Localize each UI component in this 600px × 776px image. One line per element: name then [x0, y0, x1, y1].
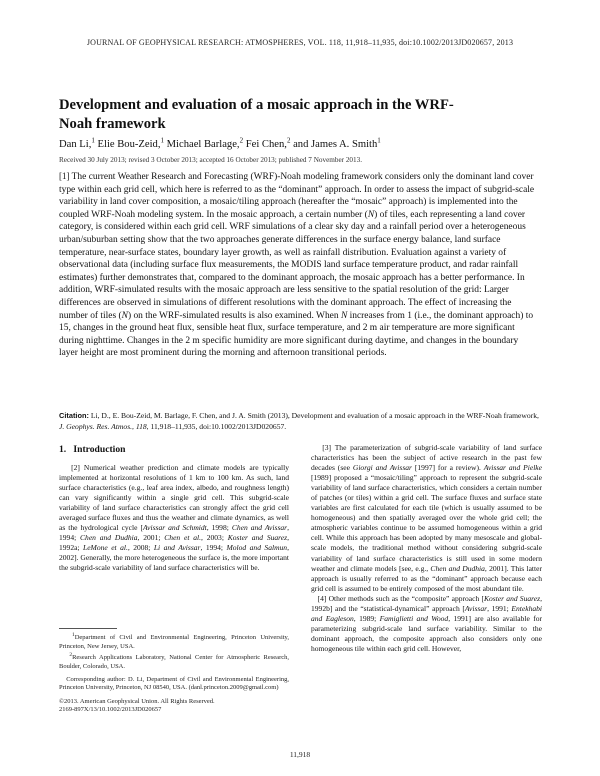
citation-journal: J. Geophys. Res. Atmos., 118,: [59, 422, 149, 431]
author-name: Elie Bou-Zeid,: [94, 139, 161, 150]
publication-dates: Received 30 July 2013; revised 3 October 2013; accepted 16 October 2013; published 7 November 2013.: [59, 156, 362, 164]
paragraph-marker: [4]: [317, 593, 327, 603]
paragraph-marker: [2]: [71, 463, 80, 472]
citation-label: Citation:: [59, 411, 89, 420]
author-list: [59, 136, 559, 150]
reference: Avissar and Pielke: [483, 463, 542, 473]
page-number: 11,918: [289, 750, 311, 759]
body-text: , 1989;: [353, 613, 380, 623]
reference: Li and Avissar: [153, 543, 201, 553]
affiliation-marker: 1: [377, 136, 381, 145]
body-text: , 2008;: [127, 543, 154, 553]
variable-n: N: [340, 310, 348, 321]
paragraph-marker: [3]: [322, 443, 332, 452]
body-paragraph: [311, 594, 542, 654]
right-column: [311, 443, 542, 654]
body-text: , 2003;: [201, 533, 228, 543]
abstract-text: ) on the WRF-simulated results is also examined. When: [127, 310, 341, 321]
copyright-text: ©2013. American Geophysical Union. All Rights Reserved.: [59, 697, 215, 705]
section-heading: [59, 444, 125, 455]
body-text: [1997] for a review).: [411, 463, 484, 473]
body-paragraph: [311, 443, 542, 594]
body-text: Numerical weather prediction and climate models are typically implemented at horizontal resolutions of 1 km to 100 km. As such, land surface characteristics (e.g., leaf area index, albedo, and roughness length) can vary significantly within a single grid cell. This subgrid-scale variability of land surface characteristics can strongly affect the grid cell averaged surface fluxes and thus the weather and climate dynamics, as well as the hydrological cycle [: [59, 463, 289, 533]
section-number: 1.: [59, 444, 67, 455]
affiliation-marker: 2: [286, 136, 291, 145]
footnote-divider: [59, 628, 117, 629]
body-text: , 1991;: [487, 603, 512, 613]
body-text: , 2001]. This latter approach is usually referred to as the “dominant” approach because each grid cell is assumed to be entirely composed of the most abundant tile.: [311, 563, 542, 593]
variable-n: N: [367, 209, 375, 220]
issn-text: 2169-897X/13/10.1002/2013JD020657: [59, 706, 162, 714]
reference: Entekhabi and Eagleson: [311, 603, 542, 623]
abstract-text: The current Weather Research and Forecasting (WRF)-Noah modeling framework considers only the dominant land cover type within each grid cell, which here is referred to as the “dominant” approach. In order to assess the impact of subgrid-scale variability in land cover composition, a mosaic/tiling approach (hereafter the “mosaic” approach) is implemented into the coupled WRF-Noah modeling system. In the mosaic approach, a certain number (: [59, 172, 535, 220]
body-paragraph: [59, 463, 289, 574]
body-text: , 1991] are also available for parameterizing subgrid-scale land surface variability. Similar to the dominant approach, the composite approach also considers only one homogeneous tile within each grid cell. However,: [311, 613, 542, 653]
reference: LeMone et al.: [83, 543, 128, 553]
reference: Koster and Suarez: [483, 593, 541, 603]
body-text: , 2002]. Generally, the more heterogeneous the surface is, the more important the subgrid-scale variability of land surface characteristics will be.: [59, 543, 289, 573]
body-text: [1989] proposed a “mosaic/tiling” approach to represent the subgrid-scale variability of land surface characteristics, which considers a certain number of patches (or tiles) within a grid cell. The surface fluxes and surface state variables are first calculated for each tile (which is usually assumed to be homogeneous) and then spatially averaged over the whole grid cell; the atmospheric variables continue to be assumed homogeneous within a grid cell. While this approach has been adopted by many mesoscale and global-scale models, the traditional method without considering subgrid-scale variability of land surface characteristics is still used in some modern weather and climate models [see, e.g.,: [311, 473, 542, 573]
abstract-text: increases from 1 (i.e., the dominant approach) to 15, changes in the ground heat flux, sensible heat flux, surface temperature, and 2 m air temperature are more significant during nighttime. Changes in the 2 m specific humidity are more significant during daytime, and changes in the boundary layer height are most prominent during the morning and afternoon transitional periods.: [59, 310, 534, 359]
footnote-text: Research Applications Laboratory, National Center for Atmospheric Research, Boulder, Colorado, USA.: [59, 654, 289, 670]
reference: Chen et al.: [164, 533, 202, 543]
abstract-text: ) of tiles, each representing a land cover category, is considered within each grid cell. WRF simulations of a clear sky day and a rainfall period over a heterogeneous urban/suburban setting show that the two approaches generate differences in the surface energy balance, land surface temperature, near-surface states, boundary layer growth, as well as rainfall distribution. Evaluation against a variety of observational data (including surface flux measurements, the MODIS land surface temperature product, and radar rainfall estimates) further demonstrates that, compared to the dominant approach, the mosaic approach has a better performance. In addition, WRF-simulated results with the mosaic approach are less sensitive to the spatial resolution of the grid: Larger differences are observed in simulations of different resolutions with the dominant approach. The effect of increasing the number of tiles (: [59, 209, 526, 321]
paper-title: Development and evaluation of a mosaic approach in the WRF-Noah framework: [59, 97, 454, 132]
citation-text: Li, D., E. Bou-Zeid, M. Barlage, F. Chen, and J. A. Smith (2013), Development and evaluation of a mosaic approach in the WRF-Noah framework,: [88, 411, 539, 420]
footnote-marker: 1: [71, 632, 75, 638]
reference: Famiglietti and Wood: [379, 613, 449, 623]
body-text: Other methods such as the “composite” approach [: [326, 593, 484, 603]
footnote-affiliation-2: [59, 651, 289, 671]
affiliation-marker: 1: [91, 136, 95, 145]
body-text: , 1994;: [59, 523, 289, 543]
affiliation-marker: 1: [160, 136, 164, 145]
footnote-text: Corresponding author: D. Li, Department of Civil and Environmental Engineering, Princeton University, Princeton, NJ 08540, USA. (danl.princeton.2009@gmail.com): [59, 675, 289, 692]
author-name: and James A. Smith: [290, 139, 378, 150]
body-text: , 1992b] and the “statistical-dynamical” approach [: [311, 593, 542, 613]
footnote-marker: 2: [69, 651, 73, 658]
author-name: Dan Li,: [59, 139, 92, 150]
body-text: , 1998;: [206, 523, 232, 533]
corresponding-author: [59, 676, 289, 693]
affiliation-marker: 2: [239, 136, 244, 145]
body-text: , 2001;: [137, 533, 165, 543]
body-text: The parameterization of subgrid-scale variability of land surface characteristics has been the subject of active research in the past few decades (see: [311, 443, 542, 473]
author-name: Michael Barlage,: [163, 139, 240, 150]
left-column: [59, 463, 289, 574]
reference: Avissar and Schmidt: [142, 523, 207, 533]
citation: [59, 410, 539, 432]
section-title: Introduction: [73, 444, 126, 455]
variable-n: N: [121, 310, 128, 321]
footnote-affiliation-1: [59, 631, 289, 651]
reference: Chen and Dudhia: [80, 533, 138, 543]
reference: Giorgi and Avissar: [352, 463, 412, 473]
reference: Chen and Avissar: [231, 523, 288, 533]
reference: Chen and Dudhia: [430, 563, 485, 573]
abstract: [59, 170, 539, 360]
issn: [59, 706, 289, 714]
paragraph-marker: [1]: [59, 171, 70, 181]
citation-text: 11,918–11,935, doi:10.1002/2013JD020657.: [148, 422, 287, 431]
footnotes: [59, 631, 289, 715]
copyright: [59, 698, 289, 706]
reference: Molod and Salmun: [226, 543, 288, 553]
reference: Koster and Suarez: [227, 533, 288, 543]
footnote-text: Department of Civil and Environmental Engineering, Princeton University, Princeton, New Jersey, USA.: [59, 634, 290, 650]
body-text: , 1994;: [200, 543, 227, 553]
body-text: , 1992a;: [59, 533, 289, 553]
reference: Avissar: [464, 603, 488, 613]
author-name: Fei Chen,: [243, 139, 287, 150]
running-head: JOURNAL OF GEOPHYSICAL RESEARCH: ATMOSPHERES, VOL. 118, 11,918–11,935, doi:10.1002/2013JD020657, 2013: [86, 38, 514, 47]
